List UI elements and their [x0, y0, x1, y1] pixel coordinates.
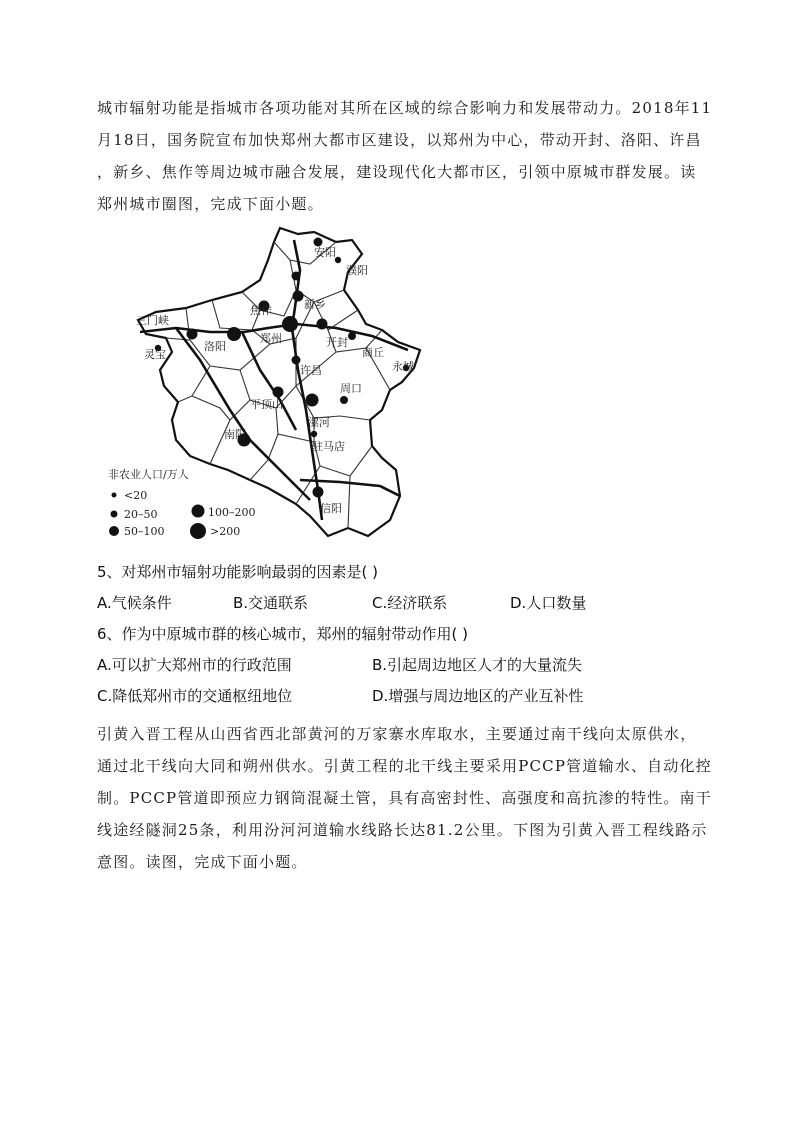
- map-label-zhoukou: 周口: [340, 382, 362, 395]
- map-label-lingbao: 灵宝: [144, 348, 166, 361]
- passage-line: ，新乡、焦作等周边城市融合发展，建设现代化大都市区，引领中原城市群发展。读: [97, 163, 697, 181]
- map-label-puyang: 濮阳: [346, 264, 368, 277]
- map-label-xuchang: 许昌: [300, 364, 322, 377]
- map-label-kaifeng: 开封: [326, 336, 348, 349]
- map-label-shangqiu: 商丘: [362, 346, 384, 359]
- q5-option-c[interactable]: C.经济联系: [372, 594, 448, 612]
- map-label-pingdingshan: 平顶山: [250, 398, 283, 411]
- legend-item: 50–100: [124, 525, 165, 538]
- passage-zhengzhou: [97, 92, 713, 220]
- passage-line: 引黄入晋工程从山西省西北部黄河的万家寨水库取水，主要通过南干线向太原供水，: [97, 725, 697, 743]
- q6-option-c[interactable]: C.降低郑州市的交通枢纽地位: [97, 687, 293, 705]
- map-label-anyang: 安阳: [314, 246, 336, 259]
- q5-option-d[interactable]: D.人口数量: [510, 594, 587, 612]
- map-label-sanmenxia: 三门峡: [136, 314, 169, 327]
- map-label-yongcheng: 永城: [392, 360, 414, 373]
- q6-option-b[interactable]: B.引起周边地区人才的大量流失: [372, 656, 583, 674]
- question-6-stem: 6、作为中原城市群的核心城市，郑州的辐射带动作用( ): [97, 625, 469, 643]
- map-label-luohe: 漯河: [308, 416, 330, 429]
- map-label-zhumadian: 驻马店: [312, 440, 345, 453]
- q5-option-b[interactable]: B.交通联系: [233, 594, 309, 612]
- passage-line: 线途经隧洞25条，利用汾河河道输水线路长达81.2公里。下图为引黄入晋工程线路示: [97, 821, 708, 839]
- passage-line: 通过北干线向大同和朔州供水。引黄工程的北干线主要采用PCCP管道输水、自动化控: [97, 757, 712, 775]
- legend-item: 20–50: [124, 508, 158, 521]
- map-label-zhengzhou: 郑州: [260, 332, 282, 345]
- legend-item: >200: [210, 525, 241, 538]
- passage-line: 意图。读图，完成下面小题。: [97, 853, 308, 871]
- passage-line: 月18日，国务院宣布加快郑州大都市区建设，以郑州为中心，带动开封、洛阳、许昌: [97, 131, 702, 149]
- q6-option-a[interactable]: A.可以扩大郑州市的行政范围: [97, 656, 292, 674]
- map-label-xinxiang: 新乡: [304, 298, 326, 311]
- question-5-stem: 5、对郑州市辐射功能影响最弱的因素是( ): [97, 563, 379, 581]
- legend-item: <20: [124, 489, 148, 502]
- passage-line: 城市辐射功能是指城市各项功能对其所在区域的综合影响力和发展带动力。2018年11: [97, 99, 713, 117]
- legend-title: 非农业人口/万人: [108, 468, 189, 481]
- passage-line: 郑州城市圈图，完成下面小题。: [97, 195, 324, 213]
- map-label-jiaozuo: 焦作: [250, 304, 272, 317]
- zhengzhou-city-circle-map: [100, 220, 430, 550]
- passage-yellow-river-diversion: [97, 718, 712, 878]
- q6-option-d[interactable]: D.增强与周边地区的产业互补性: [372, 687, 584, 705]
- map-label-luoyang: 洛阳: [204, 340, 226, 353]
- q5-option-a[interactable]: A.气候条件: [97, 594, 172, 612]
- legend-item: 100–200: [208, 506, 256, 519]
- map-label-nanyang: 南阳: [224, 428, 246, 441]
- passage-line: 制。PCCP管道即预应力钢筒混凝土管，具有高密封性、高强度和高抗渗的特性。南干: [97, 789, 712, 807]
- map-label-xinyang: 信阳: [320, 502, 342, 515]
